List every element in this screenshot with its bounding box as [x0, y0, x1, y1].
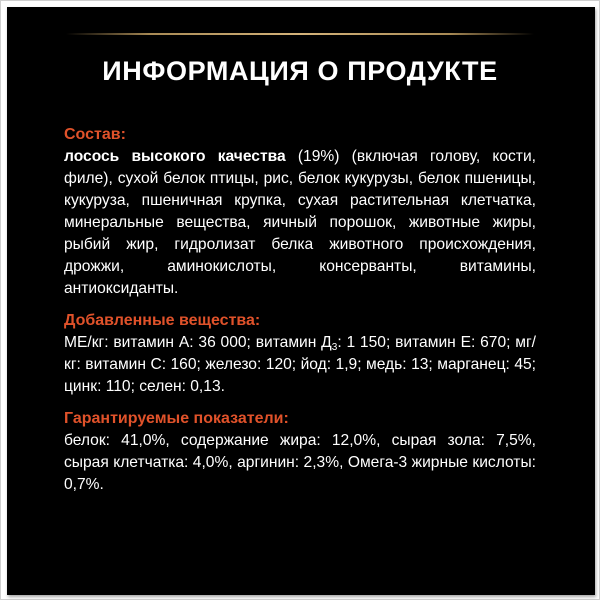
main-ingredient: лосось высокого качества	[64, 148, 286, 165]
additives-section	[64, 310, 536, 398]
additives-text-part1: МЕ/кг: витамин А: 36 000; витамин Д	[64, 334, 332, 351]
gold-divider-line	[66, 33, 534, 35]
additives-text-part2: : 1 150; витамин Е: 670; мг/кг: витамин С: 160; железо: 120; йод: 1,9; медь: 13; марганец: 45; цинк: 110; селен: 0,13.	[64, 334, 536, 395]
guaranteed-text: белок: 41,0%, содержание жира: 12,0%, сырая зола: 7,5%, сырая клетчатка: 4,0%, аргинин: 2,3%, Омега-3 жирные кислоты: 0,7%.	[64, 432, 536, 493]
guaranteed-heading: Гарантируемые показатели:	[64, 410, 289, 427]
guaranteed-section	[64, 408, 536, 496]
composition-heading: Состав:	[64, 126, 126, 143]
additives-heading: Добавленные вещества:	[64, 312, 261, 329]
composition-ingredients: (19%) (включая голову, кости, филе), сухой белок птицы, рис, белок кукурузы, белок пшеницы, кукуруза, пшеничная крупка, сухая растительная клетчатка, минеральные вещества, яичный порошок, животные жиры, рыбий жир, гидролизат белка животного происхождения, дрожжи, аминокислоты, консерванты, витамины, антиоксиданты.	[64, 148, 536, 297]
product-info-content	[64, 124, 536, 496]
vitamin-d3-subscript: 3	[331, 342, 338, 353]
page-title: ИНФОРМАЦИЯ О ПРОДУКТЕ	[102, 56, 498, 86]
additives-text	[64, 332, 536, 398]
composition-text	[64, 146, 536, 300]
composition-section	[64, 124, 536, 300]
